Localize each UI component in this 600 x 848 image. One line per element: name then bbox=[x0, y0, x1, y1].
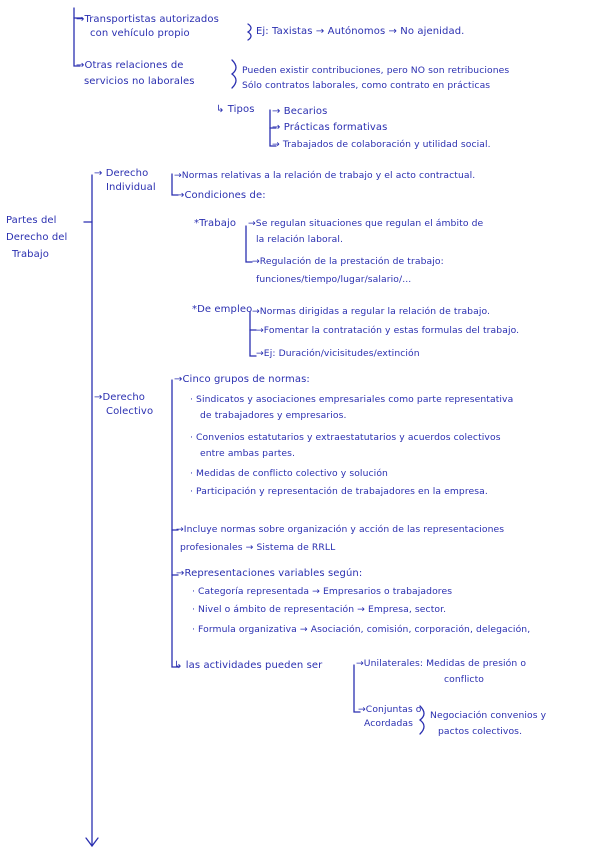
individual-label-2: Individual bbox=[106, 182, 156, 193]
representacion-categoria: · Categoría representada → Empresarios o trabajadores bbox=[192, 586, 453, 597]
brace-otras bbox=[232, 60, 236, 88]
transportistas-line-1: →Transportistas autorizados bbox=[76, 14, 219, 25]
actividades-label: ↳ las actividades pueden ser bbox=[174, 660, 323, 671]
trabajo-item-3: →Regulación de la prestación de trabajo: bbox=[252, 256, 444, 267]
grupos-label: →Cinco grupos de normas: bbox=[174, 374, 310, 385]
transportistas-line-2: con vehículo propio bbox=[90, 28, 190, 39]
conjuntas-line-1: →Conjuntas o bbox=[358, 704, 422, 715]
individual-label-1: → Derecho bbox=[94, 168, 149, 179]
conjuntas-line-2: Acordadas bbox=[364, 718, 414, 729]
trabajo-item-4: funciones/tiempo/lugar/salario/... bbox=[256, 274, 412, 285]
trabajo-label: *Trabajo bbox=[194, 218, 237, 229]
tipo-becarios: → Becarios bbox=[272, 106, 328, 117]
otras-note-2: Sólo contratos laborales, como contrato en prácticas bbox=[242, 80, 491, 91]
trabajo-item-2: la relación laboral. bbox=[256, 234, 343, 245]
root-label-3: Trabajo bbox=[12, 249, 49, 260]
tipo-practicas: → Prácticas formativas bbox=[272, 122, 388, 133]
otras-line-1: →Otras relaciones de bbox=[76, 60, 184, 71]
unilaterales-line-1: →Unilaterales: Medidas de presión o bbox=[356, 658, 527, 669]
grupo-line-1: · Sindicatos y asociaciones empresariales como parte representativa bbox=[190, 394, 514, 405]
grupo-line-2: de trabajadores y empresarios. bbox=[200, 410, 347, 421]
brace-taxistas bbox=[248, 24, 251, 40]
negociacion-line-1: Negociación convenios y bbox=[430, 710, 547, 721]
empleo-item-1: →Normas dirigidas a regular la relación de trabajo. bbox=[252, 306, 491, 317]
root-label-2: Derecho del bbox=[6, 232, 68, 243]
grupo-line-5: · Medidas de conflicto colectivo y solución bbox=[190, 468, 388, 479]
empleo-label: *De empleo bbox=[192, 304, 253, 315]
otras-line-2: servicios no laborales bbox=[84, 76, 195, 87]
colectivo-label-2: Colectivo bbox=[106, 406, 154, 417]
tipo-trabajados: → Trabajados de colaboración y utilidad social. bbox=[272, 139, 491, 150]
empleo-item-3: →Ej: Duración/vicisitudes/extinción bbox=[256, 348, 420, 359]
trabajo-item-1: →Se regulan situaciones que regulan el ámbito de bbox=[248, 218, 484, 229]
individual-item-condiciones: →Condiciones de: bbox=[176, 190, 266, 201]
transportistas-examples: Ej: Taxistas → Autónomos → No ajenidad. bbox=[256, 26, 465, 37]
individual-item-normas: →Normas relativas a la relación de trabajo y el acto contractual. bbox=[174, 170, 476, 181]
empleo-item-2: →Fomentar la contratación y estas formulas del trabajo. bbox=[256, 325, 520, 336]
representacion-nivel: · Nivel o ámbito de representación → Empresa, sector. bbox=[192, 604, 447, 615]
negociacion-line-2: pactos colectivos. bbox=[438, 726, 523, 737]
representaciones-label: →Representaciones variables según: bbox=[176, 568, 363, 579]
tipos-label: ↳ Tipos bbox=[216, 104, 255, 115]
grupo-line-3: · Convenios estatutarios y extraestatutarios y acuerdos colectivos bbox=[190, 432, 501, 443]
root-label-1: Partes del bbox=[6, 215, 57, 226]
unilaterales-line-2: conflicto bbox=[444, 674, 485, 685]
grupo-line-4: entre ambas partes. bbox=[200, 448, 296, 459]
grupo-line-6: · Participación y representación de trabajadores en la empresa. bbox=[190, 486, 488, 497]
colectivo-label-1: →Derecho bbox=[94, 392, 146, 403]
otras-note-1: Pueden existir contribuciones, pero NO son retribuciones bbox=[242, 65, 510, 76]
representacion-formula: · Formula organizativa → Asociación, comisión, corporación, delegación, bbox=[192, 624, 531, 635]
incluye-line-2: profesionales → Sistema de RRLL bbox=[180, 542, 336, 553]
incluye-line-1: →Incluye normas sobre organización y acción de las representaciones bbox=[176, 524, 505, 535]
